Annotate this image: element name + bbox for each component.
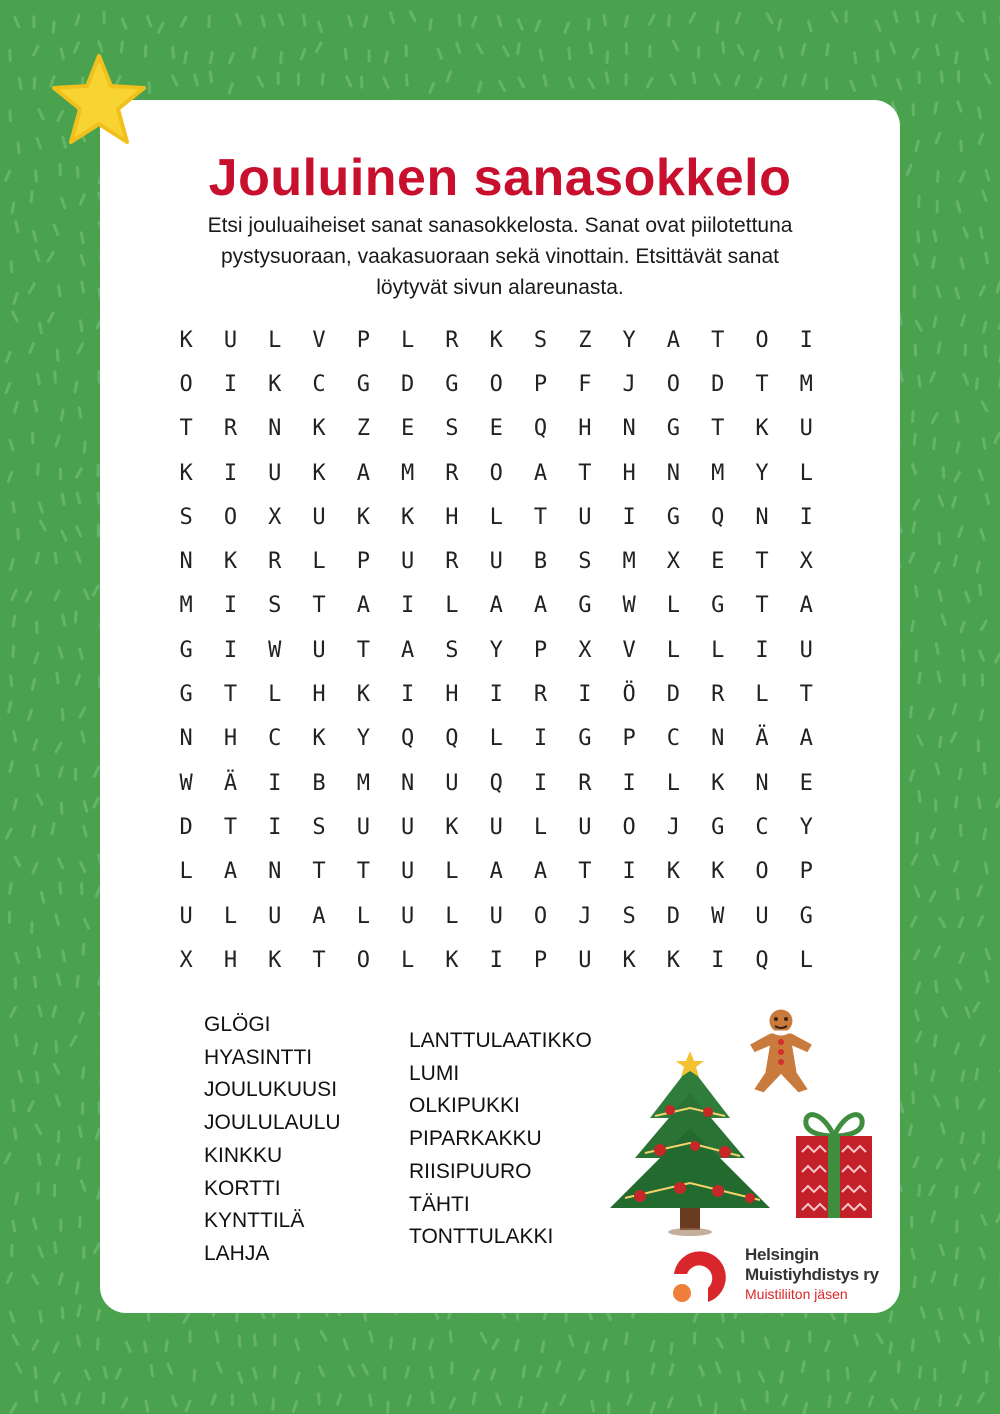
instructions-line-1: Etsi jouluaiheiset sanat sanasokkelosta. Sanat ovat piilotettuna	[207, 214, 793, 237]
grid-letter: M	[799, 371, 813, 397]
grid-letter: K	[489, 327, 503, 353]
grid-letter: Q	[755, 947, 769, 973]
grid-letter: N	[179, 549, 193, 575]
grid-letter: I	[489, 947, 503, 973]
grid-letter: Ö	[622, 682, 636, 708]
word-list-item: JOULUKUUSI	[204, 1078, 338, 1102]
grid-letter: Q	[711, 504, 725, 530]
grid-letter: I	[223, 371, 238, 397]
grid-letter: K	[179, 327, 193, 353]
grid-letter: P	[533, 947, 548, 973]
grid-letter: T	[356, 637, 370, 663]
grid-letter: T	[711, 416, 725, 442]
grid-letter: L	[179, 859, 193, 885]
grid-letter: T	[755, 371, 769, 397]
grid-letter: K	[666, 859, 681, 885]
grid-letter: A	[666, 327, 681, 353]
grid-letter: A	[489, 859, 503, 885]
star-icon	[48, 50, 150, 150]
grid-letter: U	[578, 947, 592, 973]
grid-letter: U	[578, 504, 592, 530]
grid-letter: R	[711, 682, 725, 708]
grid-letter: I	[755, 637, 769, 663]
grid-letter: A	[533, 593, 548, 619]
grid-letter: J	[666, 814, 681, 840]
grid-letter: U	[401, 814, 415, 840]
page-title: Jouluinen sanasokkelo	[208, 149, 792, 207]
grid-letter: N	[179, 726, 193, 752]
grid-letter: G	[578, 593, 592, 619]
grid-letter: H	[622, 460, 636, 486]
grid-letter: P	[622, 726, 636, 752]
grid-letter: U	[578, 814, 592, 840]
grid-letter: V	[312, 327, 326, 353]
grid-letter: W	[711, 903, 725, 929]
grid-letter: U	[401, 903, 415, 929]
grid-letter: R	[533, 682, 548, 708]
grid-letter: S	[268, 593, 282, 619]
grid-letter: P	[356, 327, 370, 353]
grid-letter: A	[401, 637, 415, 663]
grid-letter: A	[312, 903, 326, 929]
grid-letter: J	[622, 371, 636, 397]
grid-letter: N	[711, 726, 725, 752]
grid-letter: R	[223, 416, 238, 442]
grid-letter: H	[578, 416, 592, 442]
grid-letter: O	[533, 903, 548, 929]
grid-letter: Q	[445, 726, 459, 752]
word-list-item: RIISIPUURO	[409, 1159, 532, 1183]
grid-letter: D	[401, 371, 415, 397]
grid-letter: I	[799, 504, 813, 530]
word-list-item: KYNTTILÄ	[204, 1209, 305, 1233]
grid-letter: D	[711, 371, 725, 397]
grid-letter: L	[445, 903, 459, 929]
grid-letter: I	[622, 859, 636, 885]
grid-letter: M	[622, 549, 636, 575]
grid-letter: I	[223, 460, 238, 486]
grid-letter: F	[578, 371, 592, 397]
grid-letter: U	[312, 504, 326, 530]
grid-letter: N	[755, 504, 769, 530]
grid-letter: I	[489, 682, 503, 708]
grid-letter: U	[223, 327, 238, 353]
grid-letter: U	[268, 903, 282, 929]
grid-letter: T	[755, 593, 769, 619]
grid-letter: T	[578, 859, 592, 885]
word-list-column-2	[409, 1025, 592, 1254]
grid-letter: U	[445, 770, 459, 796]
grid-letter: K	[356, 682, 370, 708]
grid-letter: S	[312, 814, 326, 840]
grid-letter: L	[401, 327, 415, 353]
grid-letter: E	[799, 770, 813, 796]
grid-letter: U	[799, 416, 813, 442]
grid-letter: G	[578, 726, 592, 752]
grid-letter: L	[755, 682, 769, 708]
grid-letter: X	[666, 549, 681, 575]
word-list-item: KINKKU	[204, 1143, 283, 1167]
word-list-item: HYASINTTI	[204, 1045, 313, 1069]
grid-letter: O	[179, 371, 193, 397]
grid-letter: S	[445, 637, 459, 663]
grid-letter: O	[356, 947, 370, 973]
grid-letter: L	[223, 903, 238, 929]
grid-letter: K	[401, 504, 415, 530]
word-list-item: TÄHTI	[409, 1192, 470, 1216]
grid-letter: Ä	[223, 770, 238, 796]
grid-letter: T	[312, 593, 326, 619]
grid-letter: T	[356, 859, 370, 885]
logo-line-1: Helsingin	[745, 1245, 819, 1264]
grid-letter: U	[356, 814, 370, 840]
grid-letter: L	[666, 593, 681, 619]
grid-letter: Y	[622, 327, 636, 353]
grid-letter: G	[711, 593, 725, 619]
grid-letter: G	[799, 903, 813, 929]
instructions	[140, 210, 860, 303]
grid-letter: R	[268, 549, 282, 575]
grid-letter: Ä	[755, 726, 769, 752]
grid-letter: X	[179, 947, 193, 973]
grid-letter: C	[312, 371, 326, 397]
grid-letter: N	[755, 770, 769, 796]
grid-letter: U	[799, 637, 813, 663]
grid-letter: S	[179, 504, 193, 530]
grid-letter: D	[666, 903, 681, 929]
grid-letter: C	[666, 726, 681, 752]
grid-letter: G	[666, 504, 681, 530]
grid-letter: M	[356, 770, 370, 796]
grid-letter: R	[445, 549, 459, 575]
grid-letter: L	[711, 637, 725, 663]
grid-letter: T	[312, 947, 326, 973]
grid-letter: N	[666, 460, 681, 486]
grid-letter: L	[401, 947, 415, 973]
grid-letter: I	[711, 947, 725, 973]
grid-letter: K	[268, 947, 282, 973]
grid-letter: T	[711, 327, 725, 353]
word-search-grid	[164, 318, 828, 982]
grid-letter: Y	[489, 637, 503, 663]
gift-box-icon	[788, 1100, 880, 1222]
grid-letter: D	[179, 814, 193, 840]
grid-letter: R	[445, 460, 459, 486]
instructions-line-3: löytyvät sivun alareunasta.	[376, 276, 624, 299]
grid-letter: U	[489, 903, 503, 929]
grid-letter: I	[223, 593, 238, 619]
grid-letter: L	[312, 549, 326, 575]
grid-letter: O	[666, 371, 681, 397]
grid-letter: L	[666, 637, 681, 663]
grid-letter: K	[711, 770, 725, 796]
grid-letter: G	[179, 682, 193, 708]
grid-letter: L	[356, 903, 370, 929]
grid-letter: C	[268, 726, 282, 752]
grid-letter: U	[489, 549, 503, 575]
grid-letter: K	[622, 947, 636, 973]
grid-letter: I	[268, 770, 282, 796]
grid-letter: T	[533, 504, 548, 530]
grid-letter: G	[356, 371, 370, 397]
grid-letter: O	[489, 371, 503, 397]
grid-letter: O	[755, 327, 769, 353]
grid-letter: K	[312, 460, 326, 486]
grid-letter: K	[179, 460, 193, 486]
grid-letter: U	[179, 903, 193, 929]
word-list-item: LANTTULAATIKKO	[409, 1029, 592, 1052]
grid-letter: X	[578, 637, 592, 663]
grid-letter: N	[401, 770, 415, 796]
grid-letter: A	[356, 460, 370, 486]
grid-letter: Y	[799, 814, 813, 840]
grid-letter: I	[401, 682, 415, 708]
grid-letter: I	[533, 726, 548, 752]
grid-letter: V	[622, 637, 636, 663]
grid-letter: G	[179, 637, 193, 663]
word-list-item: KORTTI	[204, 1176, 281, 1200]
grid-letter: U	[755, 903, 769, 929]
grid-letter: H	[445, 504, 459, 530]
grid-letter: K	[312, 416, 326, 442]
grid-letter: S	[578, 549, 592, 575]
grid-letter: T	[755, 549, 769, 575]
grid-letter: L	[799, 947, 813, 973]
organization-logo	[745, 1245, 879, 1303]
grid-letter: I	[578, 682, 592, 708]
grid-letter: K	[445, 814, 459, 840]
word-list-item: LAHJA	[204, 1241, 270, 1265]
logo-line-2: Muistiyhdistys ry	[745, 1265, 879, 1284]
grid-letter: K	[666, 947, 681, 973]
grid-letter: A	[356, 593, 370, 619]
grid-letter: L	[445, 859, 459, 885]
grid-letter: T	[578, 460, 592, 486]
grid-letter: G	[666, 416, 681, 442]
grid-letter: E	[489, 416, 503, 442]
grid-letter: O	[755, 859, 769, 885]
grid-letter: A	[223, 859, 238, 885]
grid-letter: A	[799, 593, 813, 619]
grid-letter: H	[223, 947, 238, 973]
grid-letter: R	[445, 327, 459, 353]
grid-letter: I	[268, 814, 282, 840]
word-list-item: LUMI	[409, 1061, 460, 1085]
grid-letter: S	[622, 903, 636, 929]
grid-letter: O	[223, 504, 238, 530]
grid-letter: H	[223, 726, 238, 752]
grid-letter: T	[223, 814, 238, 840]
grid-letter: S	[533, 327, 548, 353]
grid-letter: I	[401, 593, 415, 619]
grid-letter: R	[578, 770, 592, 796]
grid-letter: M	[179, 593, 193, 619]
grid-letter: H	[445, 682, 459, 708]
grid-letter: K	[711, 859, 725, 885]
grid-letter: U	[489, 814, 503, 840]
grid-letter: O	[622, 814, 636, 840]
grid-letter: L	[489, 504, 503, 530]
grid-letter: A	[489, 593, 503, 619]
grid-letter: Q	[489, 770, 503, 796]
grid-letter: L	[666, 770, 681, 796]
grid-letter: I	[533, 770, 548, 796]
grid-letter: U	[268, 460, 282, 486]
grid-letter: L	[799, 460, 813, 486]
grid-letter: A	[533, 460, 548, 486]
grid-letter: W	[622, 593, 636, 619]
grid-letter: I	[622, 504, 636, 530]
grid-letter: L	[268, 327, 282, 353]
grid-letter: U	[401, 859, 415, 885]
grid-letter: P	[356, 549, 370, 575]
grid-letter: P	[533, 371, 548, 397]
grid-letter: C	[755, 814, 769, 840]
grid-letter: N	[622, 416, 636, 442]
grid-letter: B	[312, 770, 326, 796]
grid-letter: N	[268, 416, 282, 442]
grid-letter: L	[445, 593, 459, 619]
grid-letter: Z	[356, 416, 370, 442]
grid-letter: U	[312, 637, 326, 663]
grid-letter: H	[312, 682, 326, 708]
grid-letter: M	[401, 460, 415, 486]
grid-letter: W	[179, 770, 193, 796]
grid-letter: Q	[401, 726, 415, 752]
grid-letter: P	[533, 637, 548, 663]
grid-letter: S	[445, 416, 459, 442]
grid-letter: K	[755, 416, 769, 442]
grid-letter: B	[533, 549, 548, 575]
word-list-item: OLKIPUKKI	[409, 1094, 520, 1118]
word-list-item: GLÖGI	[204, 1013, 271, 1036]
grid-letter: P	[799, 859, 813, 885]
grid-letter: Y	[356, 726, 370, 752]
grid-letter: O	[489, 460, 503, 486]
grid-letter: I	[799, 327, 813, 353]
grid-letter: G	[711, 814, 725, 840]
logo-mark-icon	[668, 1244, 730, 1306]
logo-line-3: Muistiliiton jäsen	[745, 1286, 848, 1302]
grid-letter: K	[356, 504, 370, 530]
grid-letter: E	[711, 549, 725, 575]
grid-letter: D	[666, 682, 681, 708]
grid-letter: L	[489, 726, 503, 752]
grid-letter: G	[445, 371, 459, 397]
grid-letter: T	[312, 859, 326, 885]
grid-letter: L	[533, 814, 548, 840]
grid-letter: Y	[755, 460, 769, 486]
word-list-column-1	[204, 1009, 341, 1271]
word-list-item: PIPARKAKKU	[409, 1127, 542, 1151]
grid-letter: K	[223, 549, 238, 575]
grid-letter: K	[312, 726, 326, 752]
grid-letter: A	[533, 859, 548, 885]
grid-letter: N	[268, 859, 282, 885]
grid-letter: X	[268, 504, 282, 530]
instructions-line-2: pystysuoraan, vaakasuoraan sekä vinottain. Etsittävät sanat	[221, 245, 779, 268]
grid-letter: K	[445, 947, 459, 973]
gingerbread-man-icon	[740, 1002, 822, 1097]
word-list-item: TONTTULAKKI	[409, 1225, 554, 1249]
grid-letter: Q	[533, 416, 548, 442]
grid-letter: T	[223, 682, 238, 708]
grid-letter: J	[578, 903, 592, 929]
grid-letter: Z	[578, 327, 592, 353]
grid-letter: T	[179, 416, 193, 442]
grid-letter: T	[799, 682, 813, 708]
grid-letter: I	[622, 770, 636, 796]
grid-letter: K	[268, 371, 282, 397]
grid-letter: L	[268, 682, 282, 708]
grid-letter: E	[401, 416, 415, 442]
grid-letter: X	[799, 549, 813, 575]
grid-letter: W	[268, 637, 282, 663]
grid-letter: U	[401, 549, 415, 575]
grid-letter: I	[223, 637, 238, 663]
word-list-item: JOULULAULU	[204, 1111, 341, 1135]
grid-letter: M	[711, 460, 725, 486]
grid-letter: A	[799, 726, 813, 752]
